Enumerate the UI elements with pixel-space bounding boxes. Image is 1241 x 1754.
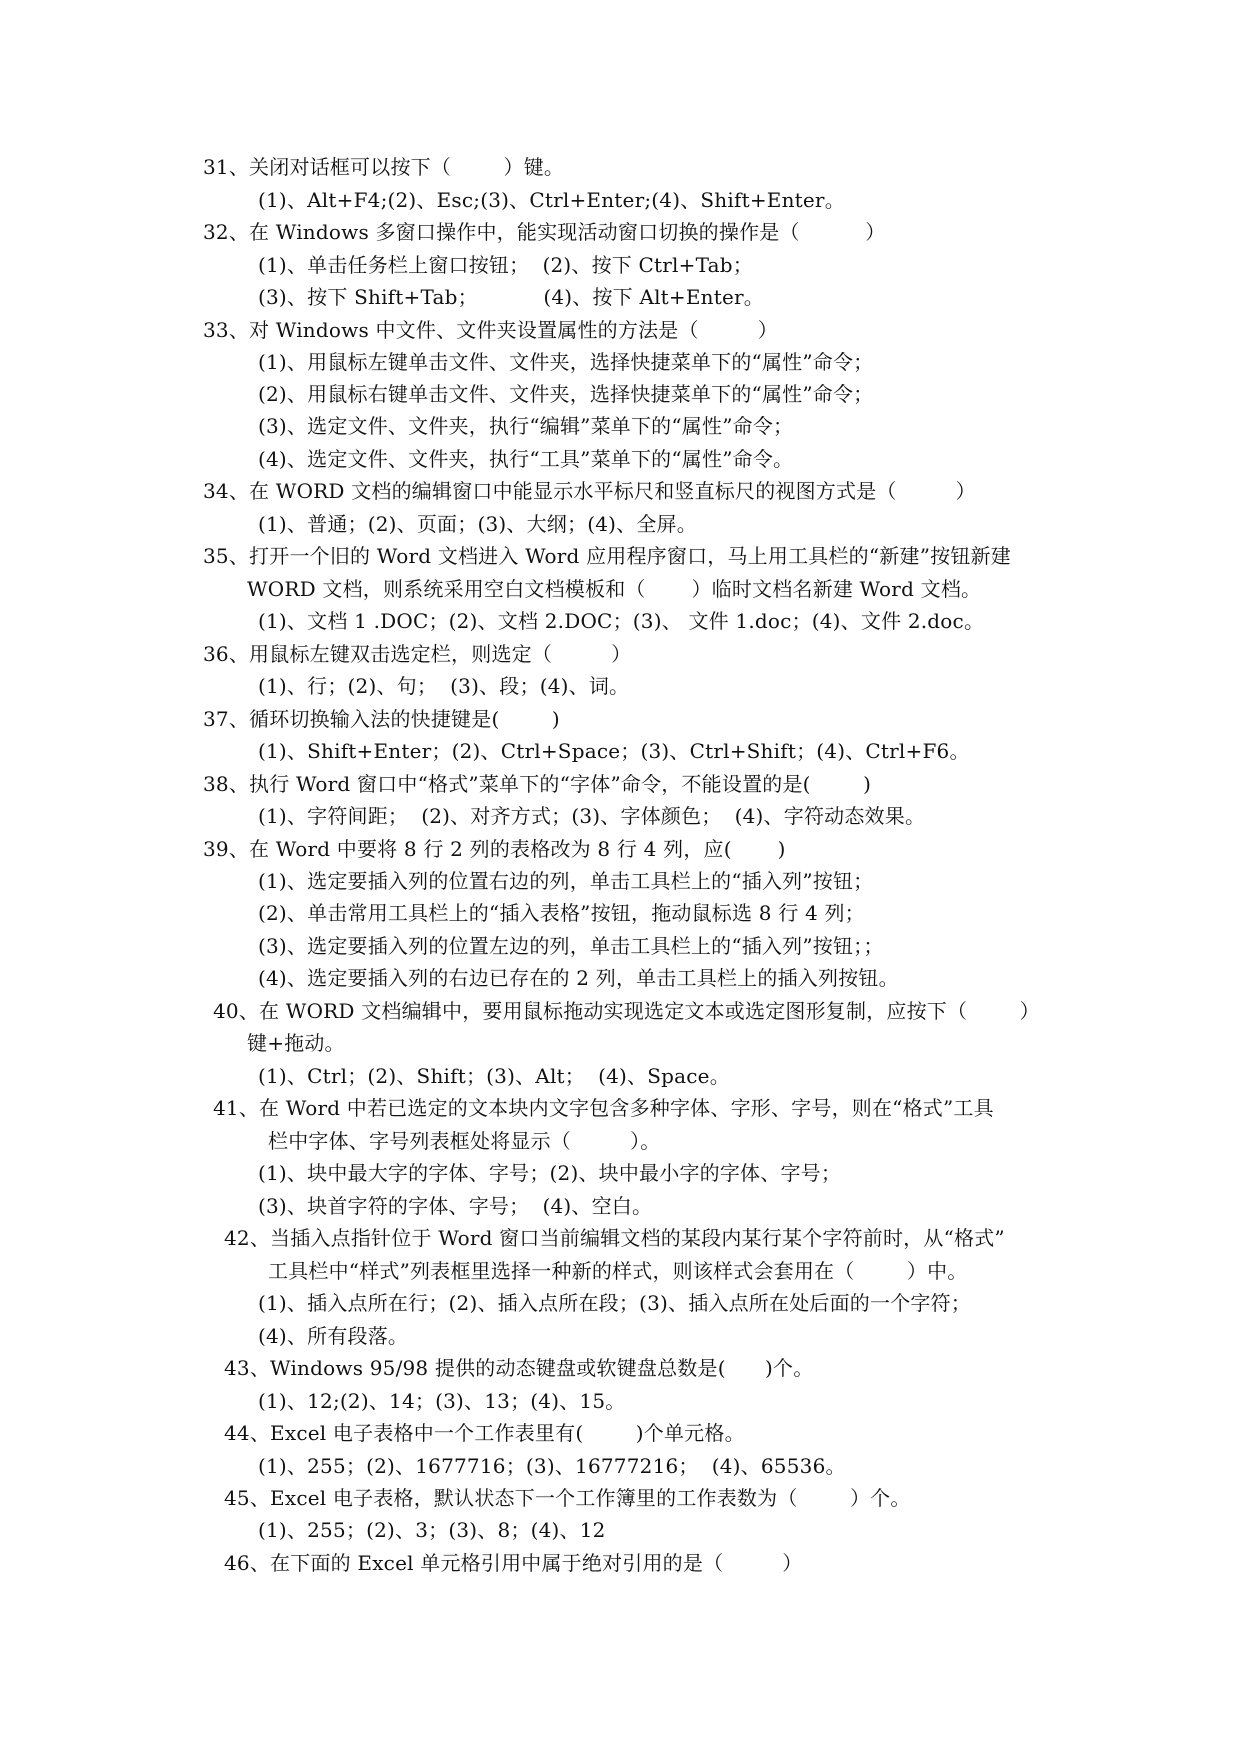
options-33-b: (2)、用鼠标右键单击文件、文件夹，选择快捷菜单下的“属性”命令； bbox=[258, 382, 874, 406]
question-32: 32、在 Windows 多窗口操作中，能实现活动窗口切换的操作是（ ） bbox=[203, 220, 886, 244]
options-44: (1)、255；(2)、1677716；(3)、16777216； (4)、65536。 bbox=[258, 1454, 846, 1478]
options-33-a: (1)、用鼠标左键单击文件、文件夹，选择快捷菜单下的“属性”命令； bbox=[258, 350, 874, 374]
options-33-d: (4)、选定文件、文件夹，执行“工具”菜单下的“属性”命令。 bbox=[258, 447, 794, 471]
options-34: (1)、普通；(2)、页面；(3)、大纲；(4)、全屏。 bbox=[258, 512, 697, 536]
question-42-line-2: 工具栏中“样式”列表框里选择一种新的样式，则该样式会套用在（ ）中。 bbox=[268, 1259, 968, 1283]
options-33-c: (3)、选定文件、文件夹，执行“编辑”菜单下的“属性”命令； bbox=[258, 414, 794, 438]
question-35-line-1: 35、打开一个旧的 Word 文档进入 Word 应用程序窗口，马上用工具栏的“新建”按钮新建 bbox=[203, 544, 1011, 568]
options-42-b: (4)、所有段落。 bbox=[258, 1324, 409, 1348]
options-32-b: (3)、按下 Shift+Tab； (4)、按下 Alt+Enter。 bbox=[258, 285, 764, 309]
options-36: (1)、行；(2)、句； (3)、段；(4)、词。 bbox=[258, 674, 630, 698]
options-38: (1)、字符间距； (2)、对齐方式；(3)、字体颜色； (4)、字符动态效果。 bbox=[258, 804, 926, 828]
question-43: 43、Windows 95/98 提供的动态键盘或软键盘总数是( )个。 bbox=[224, 1356, 814, 1380]
question-38: 38、执行 Word 窗口中“格式”菜单下的“字体”命令，不能设置的是( ) bbox=[203, 772, 872, 796]
options-39-b: (2)、单击常用工具栏上的“插入表格”按钮，拖动鼠标选 8 行 4 列； bbox=[258, 901, 865, 925]
options-37: (1)、Shift+Enter；(2)、Ctrl+Space；(3)、Ctrl+Shift；(4)、Ctrl+F6。 bbox=[258, 739, 970, 763]
options-32-a: (1)、单击任务栏上窗口按钮； (2)、按下 Ctrl+Tab； bbox=[258, 253, 753, 277]
options-40: (1)、Ctrl；(2)、Shift；(3)、Alt； (4)、Space。 bbox=[258, 1064, 730, 1088]
options-42-a: (1)、插入点所在行；(2)、插入点所在段；(3)、插入点所在处后面的一个字符； bbox=[258, 1291, 971, 1315]
options-41-b: (3)、块首字符的字体、字号； (4)、空白。 bbox=[258, 1194, 653, 1218]
options-35: (1)、文档 1 .DOC；(2)、文档 2.DOC；(3)、 文件 1.doc；(4)、文件 2.doc。 bbox=[258, 609, 985, 633]
options-39-a: (1)、选定要插入列的位置右边的列，单击工具栏上的“插入列”按钮； bbox=[258, 869, 874, 893]
question-40-line-1: 40、在 WORD 文档编辑中，要用鼠标拖动实现选定文本或选定图形复制，应按下（ ） bbox=[213, 999, 1040, 1023]
question-40-line-2: 键+拖动。 bbox=[247, 1031, 345, 1055]
question-41-line-1: 41、在 Word 中若已选定的文本块内文字包含多种字体、字形、字号，则在“格式”工具 bbox=[213, 1096, 994, 1120]
question-46: 46、在下面的 Excel 单元格引用中属于绝对引用的是（ ） bbox=[224, 1551, 803, 1575]
question-33: 33、对 Windows 中文件、文件夹设置属性的方法是（ ） bbox=[203, 318, 778, 342]
question-31: 31、关闭对话框可以按下（ ）键。 bbox=[203, 155, 565, 179]
question-37: 37、循环切换输入法的快捷键是( ) bbox=[203, 707, 560, 731]
question-42-line-1: 42、当插入点指针位于 Word 窗口当前编辑文档的某段内某行某个字符前时，从“格式” bbox=[224, 1226, 1005, 1250]
question-39: 39、在 Word 中要将 8 行 2 列的表格改为 8 行 4 列，应( ) bbox=[203, 837, 786, 861]
question-36: 36、用鼠标左键双击选定栏，则选定（ ） bbox=[203, 642, 632, 666]
options-41-a: (1)、块中最大字的字体、字号；(2)、块中最小字的字体、字号； bbox=[258, 1161, 842, 1185]
options-39-d: (4)、选定要插入列的右边已存在的 2 列，单击工具栏上的插入列按钮。 bbox=[258, 966, 899, 990]
options-39-c: (3)、选定要插入列的位置左边的列，单击工具栏上的“插入列”按钮；； bbox=[258, 934, 884, 958]
question-35-line-2: WORD 文档，则系统采用空白文档模板和（ ）临时文档名新建 Word 文档。 bbox=[247, 577, 982, 601]
question-45: 45、Excel 电子表格，默认状态下一个工作簿里的工作表数为（ ）个。 bbox=[224, 1486, 911, 1510]
question-34: 34、在 WORD 文档的编辑窗口中能显示水平标尺和竖直标尺的视图方式是（ ） bbox=[203, 479, 976, 503]
options-43: (1)、12;(2)、14；(3)、13；(4)、15。 bbox=[258, 1389, 626, 1413]
question-41-line-2: 栏中字体、字号列表框处将显示（ ）。 bbox=[268, 1129, 661, 1153]
options-31: (1)、Alt+F4;(2)、Esc;(3)、Ctrl+Enter;(4)、Shift+Enter。 bbox=[258, 188, 845, 212]
options-45: (1)、255；(2)、3；(3)、8；(4)、12 bbox=[258, 1518, 606, 1542]
question-44: 44、Excel 电子表格中一个工作表里有( )个单元格。 bbox=[224, 1421, 745, 1445]
